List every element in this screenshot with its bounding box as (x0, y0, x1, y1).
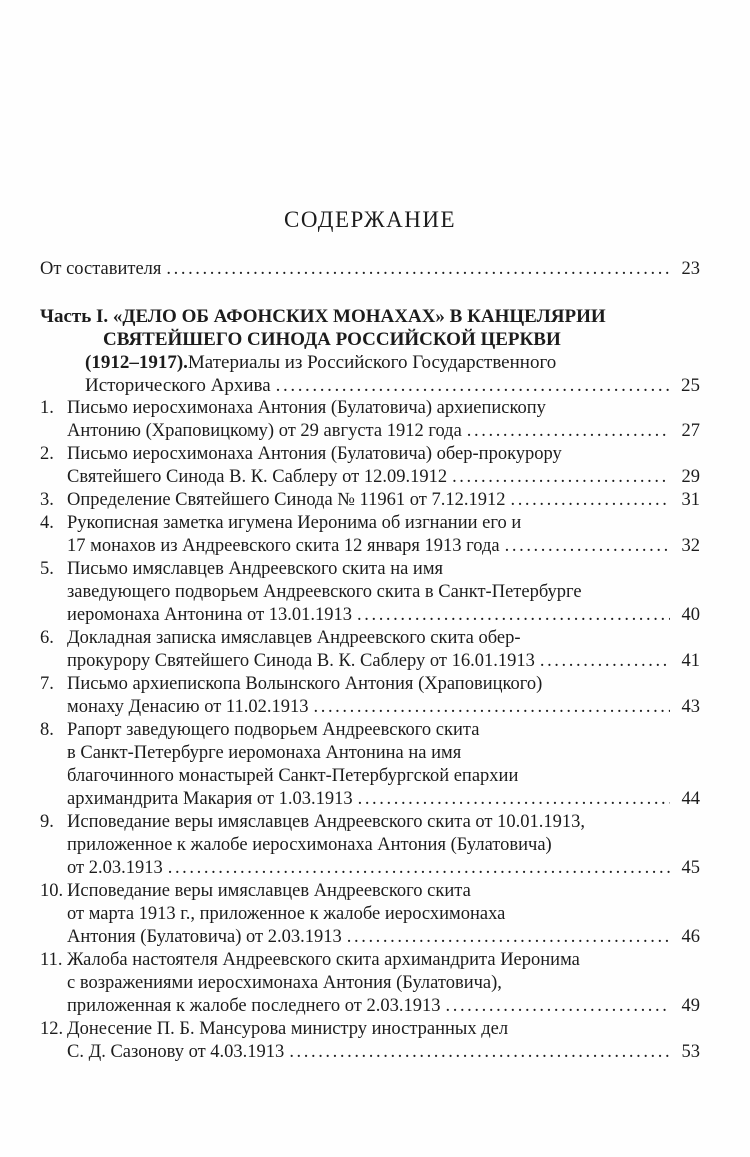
dot-leader (510, 489, 670, 512)
page-number: 44 (681, 789, 700, 809)
entry-body (67, 397, 700, 443)
toc-entry (40, 673, 700, 719)
entry-line (67, 650, 700, 673)
part-heading-bold-text: СВЯТЕЙШЕГО СИНОДА РОССИЙСКОЙ ЦЕРКВИ (103, 329, 561, 350)
toc-entry (40, 880, 700, 949)
entry-text: монаху Денасию от 11.02.1913 (67, 697, 309, 717)
entry-line (67, 512, 700, 535)
toc-preface-entry (40, 258, 700, 281)
entry-line (67, 535, 700, 558)
entry-text: Антонию (Храповицкому) от 29 августа 1912 года (67, 421, 462, 441)
page-number: 49 (681, 996, 700, 1016)
entry-text: приложенное к жалобе иеросхимонаха Антония (Булатовича) (67, 835, 552, 855)
entry-line (67, 995, 700, 1018)
entry-number: 10. (40, 881, 64, 901)
toc-entry (40, 397, 700, 443)
entry-line (67, 719, 700, 742)
entry-line (67, 604, 700, 627)
entry-line (67, 696, 700, 719)
entry-line (67, 489, 700, 512)
entry-text: С. Д. Сазонову от 4.03.1913 (67, 1042, 285, 1062)
toc-entries (40, 397, 700, 1064)
page-number: 40 (681, 605, 700, 625)
entry-line (67, 1018, 700, 1041)
dot-leader (358, 788, 670, 811)
contents-title: СОДЕРЖАНИЕ (283, 207, 456, 232)
entry-line (67, 788, 700, 811)
toc-entry (40, 627, 700, 673)
part-heading-regular-text: Материалы из Российского Государственного (187, 352, 557, 373)
entry-body (67, 673, 700, 719)
entry-number: 11. (40, 950, 63, 970)
entry-line (67, 949, 700, 972)
entry-text: от 2.03.1913 (67, 858, 163, 878)
dot-leader (166, 258, 670, 281)
entry-text: от марта 1913 г., приложенное к жалобе иеросхимонаха (67, 904, 506, 924)
entry-text: Письмо иеросхимонаха Антония (Булатовича) обер-прокурору (67, 444, 562, 464)
entry-line (67, 420, 700, 443)
entry-text: Антония (Булатовича) от 2.03.1913 (67, 927, 342, 947)
entry-line (67, 581, 700, 604)
entry-body (67, 627, 700, 673)
entry-body (67, 443, 700, 489)
part-heading-regular-text: Исторического Архива (85, 375, 271, 396)
entry-text: Письмо архиепископа Волынского Антония (Храповицкого) (67, 674, 543, 694)
page-number: 27 (681, 421, 700, 441)
dot-leader (357, 604, 670, 627)
toc-entry (40, 443, 700, 489)
dot-leader (347, 926, 670, 949)
dot-leader (540, 650, 670, 673)
entry-text: архимандрита Макария от 1.03.1913 (67, 789, 353, 809)
entry-text: прокурору Святейшего Синода В. К. Саблеру от 16.01.1913 (67, 651, 535, 671)
part-heading-line (85, 374, 700, 397)
entry-line (67, 627, 700, 650)
entry-number: 9. (40, 812, 54, 832)
entry-line (67, 972, 700, 995)
page-number: 32 (681, 536, 700, 556)
entry-line (67, 1041, 700, 1064)
entry-text: Рукописная заметка игумена Иеронима об изгнании его и (67, 513, 522, 533)
page-number: 43 (681, 697, 700, 717)
page-number: 31 (681, 490, 700, 510)
toc-entry (40, 811, 700, 880)
entry-line (67, 466, 700, 489)
entry-line (67, 673, 700, 696)
entry-line (67, 834, 700, 857)
dot-leader (289, 1041, 670, 1064)
toc-entry (40, 1018, 700, 1064)
dot-leader (452, 466, 670, 489)
part-heading-line (40, 305, 700, 328)
entry-body (67, 719, 700, 811)
entry-text: Жалоба настоятеля Андреевского скита архимандрита Иеронима (67, 950, 580, 970)
entry-number: 1. (40, 398, 54, 418)
entry-line (67, 443, 700, 466)
entry-body (67, 512, 700, 558)
entry-line (67, 903, 700, 926)
part-heading-bold-text: Часть I. «ДЕЛО ОБ АФОНСКИХ МОНАХАХ» В КАНЦЕЛЯРИИ (40, 306, 606, 327)
dot-leader (314, 696, 671, 719)
page-number: 41 (681, 651, 700, 671)
entry-body (67, 1018, 700, 1064)
entry-text: заведующего подворьем Андреевского скита в Санкт-Петербурге (67, 582, 582, 602)
entry-line (67, 926, 700, 949)
dot-leader (467, 420, 670, 443)
part-heading (40, 305, 700, 397)
entry-line (67, 558, 700, 581)
entry-text: Определение Святейшего Синода № 11961 от 7.12.1912 (67, 490, 506, 510)
entry-number: 3. (40, 490, 54, 510)
entry-body (67, 558, 700, 627)
entry-text: приложенная к жалобе последнего от 2.03.1913 (67, 996, 441, 1016)
part-heading-line (103, 328, 700, 351)
entry-line (67, 811, 700, 834)
entry-text: иеромонаха Антонина от 13.01.1913 (67, 605, 353, 625)
page-number: 46 (681, 927, 700, 947)
entry-line (67, 742, 700, 765)
entry-line (67, 857, 700, 880)
entry-body (67, 880, 700, 949)
entry-number: 12. (40, 1019, 64, 1039)
entry-text: Письмо иеросхимонаха Антония (Булатовича) архиепископу (67, 398, 546, 418)
entry-number: 8. (40, 720, 54, 740)
entry-text: Докладная записка имяславцев Андреевского скита обер- (67, 628, 521, 648)
entry-text: 17 монахов из Андреевского скита 12 января 1913 года (67, 536, 500, 556)
dot-leader (168, 857, 670, 880)
entry-line (67, 397, 700, 420)
entry-text: благочинного монастырей Санкт-Петербургской епархии (67, 766, 519, 786)
page-number: 25 (681, 375, 700, 396)
entry-body (67, 949, 700, 1018)
dot-leader (505, 535, 670, 558)
dot-leader (276, 374, 670, 397)
entry-number: 2. (40, 444, 54, 464)
toc-entry (40, 489, 700, 512)
entry-number: 5. (40, 559, 54, 579)
toc-entry (40, 558, 700, 627)
entry-number: 4. (40, 513, 54, 533)
entry-text: Письмо имяславцев Андреевского скита на имя (67, 559, 444, 579)
page-number: 23 (681, 259, 700, 279)
page-number: 53 (681, 1042, 700, 1062)
entry-body (67, 489, 700, 512)
part-heading-line (85, 351, 700, 374)
part-heading-bold-text: (1912–1917). (85, 352, 188, 373)
entry-line (67, 880, 700, 903)
entry-text: Донесение П. Б. Мансурова министру иностранных дел (67, 1019, 509, 1039)
preface-label: От составителя (40, 259, 162, 279)
entry-text: Святейшего Синода В. К. Саблеру от 12.09.1912 (67, 467, 448, 487)
entry-text: Исповедание веры имяславцев Андреевского скита от 10.01.1913, (67, 812, 586, 832)
entry-text: Исповедание веры имяславцев Андреевского скита (67, 881, 471, 901)
entry-number: 7. (40, 674, 54, 694)
toc-entry (40, 512, 700, 558)
entry-number: 6. (40, 628, 54, 648)
entry-line (67, 765, 700, 788)
page-number: 29 (681, 467, 700, 487)
entry-text: в Санкт-Петербурге иеромонаха Антонина на имя (67, 743, 462, 763)
toc-entry (40, 719, 700, 811)
toc-entry (40, 949, 700, 1018)
page-number: 45 (681, 858, 700, 878)
entry-text: Рапорт заведующего подворьем Андреевского скита (67, 720, 480, 740)
entry-body (67, 811, 700, 880)
entry-text: с возражениями иеросхимонаха Антония (Булатовича), (67, 973, 502, 993)
dot-leader (446, 995, 671, 1018)
